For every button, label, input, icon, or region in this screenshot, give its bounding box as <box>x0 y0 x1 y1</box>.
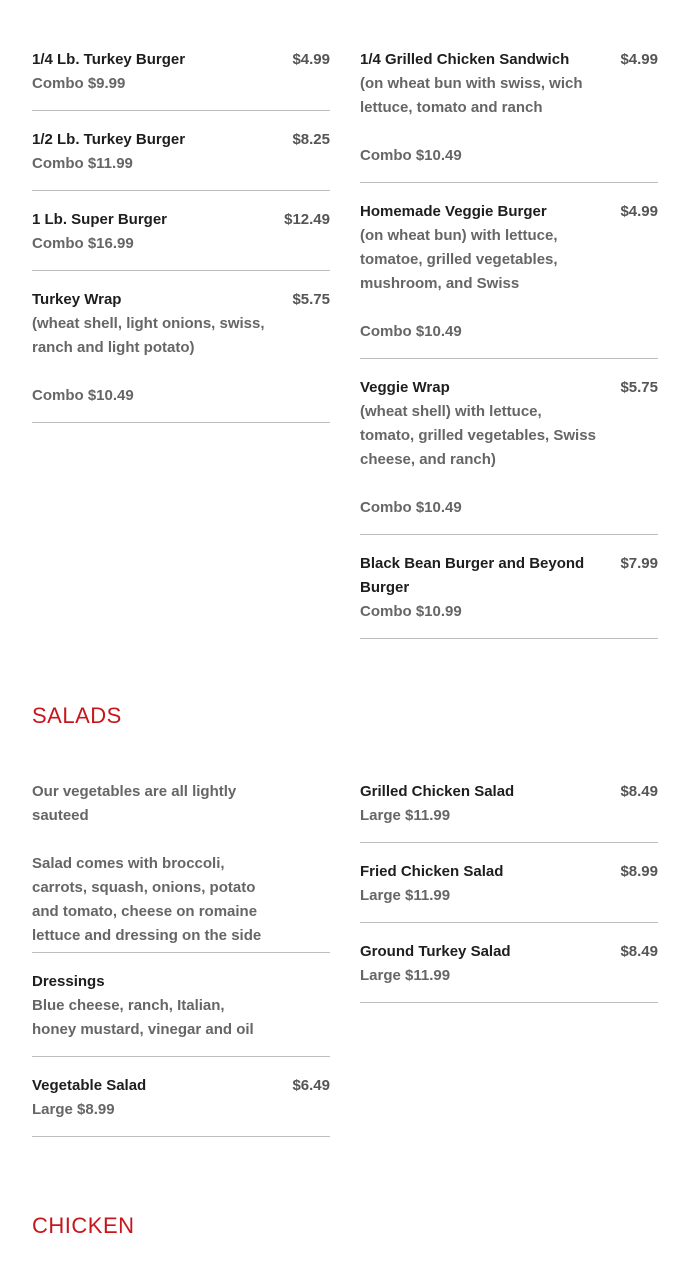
menu-item <box>32 288 330 423</box>
item-price: $12.49 <box>284 211 330 228</box>
menu-item <box>32 1074 330 1137</box>
salad-note-line: and tomato, cheese on romaine <box>32 903 258 920</box>
item-price: $8.25 <box>292 131 330 148</box>
item-large: Large $11.99 <box>360 887 451 904</box>
item-combo: Combo $10.49 <box>360 323 462 340</box>
item-name: 1/4 Grilled Chicken Sandwich <box>360 51 570 68</box>
salad-note-line: lettuce and dressing on the side <box>32 927 262 944</box>
item-description-line: cheese, and ranch) <box>360 451 496 468</box>
item-name: Grilled Chicken Salad <box>360 783 515 800</box>
menu-item <box>360 200 658 359</box>
item-description-line: (on wheat bun) with lettuce, <box>360 227 558 244</box>
dressings-item <box>32 970 330 1057</box>
menu-item <box>360 940 658 1003</box>
menu-item <box>360 48 658 183</box>
item-price: $8.99 <box>620 863 658 880</box>
salads-left-column <box>32 780 330 1137</box>
item-name: Turkey Wrap <box>32 291 122 308</box>
burgers-right-column <box>360 48 658 639</box>
item-combo: Combo $10.49 <box>360 499 462 516</box>
menu-item <box>360 860 658 923</box>
item-price: $7.99 <box>620 555 658 572</box>
item-price: $4.99 <box>620 203 658 220</box>
menu-item <box>360 552 658 639</box>
item-price: $6.49 <box>292 1077 330 1094</box>
item-large: Large $8.99 <box>32 1101 115 1118</box>
item-description-line: ranch and light potato) <box>32 339 195 356</box>
dressings-line: Blue cheese, ranch, Italian, <box>32 997 225 1014</box>
item-description-line: (on wheat bun with swiss, wich <box>360 75 583 92</box>
item-name: 1/4 Lb. Turkey Burger <box>32 51 186 68</box>
item-combo: Combo $9.99 <box>32 75 126 92</box>
salad-intro <box>32 780 330 953</box>
item-name: Veggie Wrap <box>360 379 450 396</box>
item-large: Large $11.99 <box>360 807 451 824</box>
item-name: 1 Lb. Super Burger <box>32 211 168 228</box>
menu-item <box>32 208 330 271</box>
salads-right-column <box>360 780 658 1003</box>
item-price: $8.49 <box>620 783 658 800</box>
salad-note-line: Our vegetables are all lightly <box>32 783 237 800</box>
menu-item <box>32 48 330 111</box>
item-name: Vegetable Salad <box>32 1077 147 1094</box>
item-combo: Combo $10.49 <box>360 147 462 164</box>
item-name: Fried Chicken Salad <box>360 863 504 880</box>
item-name: Ground Turkey Salad <box>360 943 511 960</box>
salad-note-line: carrots, squash, onions, potato <box>32 879 256 896</box>
item-description-line: (wheat shell) with lettuce, <box>360 403 542 420</box>
item-large: Large $11.99 <box>360 967 451 984</box>
item-price: $4.99 <box>292 51 330 68</box>
section-title-salads: SALADS <box>32 703 122 728</box>
item-price: $8.49 <box>620 943 658 960</box>
salad-note-line: sauteed <box>32 807 89 824</box>
salad-note-line: Salad comes with broccoli, <box>32 855 225 872</box>
dressings-title: Dressings <box>32 973 105 990</box>
item-price: $4.99 <box>620 51 658 68</box>
item-price: $5.75 <box>292 291 330 308</box>
cutoff-section-heading <box>32 0 39 10</box>
menu-item <box>32 128 330 191</box>
menu-item <box>360 780 658 843</box>
burgers-left-column <box>32 48 330 423</box>
item-combo: Combo $11.99 <box>32 155 133 172</box>
item-name: Homemade Veggie Burger <box>360 203 547 220</box>
item-description-line: lettuce, tomato and ranch <box>360 99 543 116</box>
item-name: Black Bean Burger and Beyond Burger <box>360 555 585 596</box>
item-combo: Combo $16.99 <box>32 235 134 252</box>
item-combo: Combo $10.99 <box>360 603 462 620</box>
item-description-line: mushroom, and Swiss <box>360 275 520 292</box>
item-description-line: tomatoe, grilled vegetables, <box>360 251 558 268</box>
item-price: $5.75 <box>620 379 658 396</box>
menu-item <box>360 376 658 535</box>
item-description-line: (wheat shell, light onions, swiss, <box>32 315 265 332</box>
item-combo: Combo $10.49 <box>32 387 134 404</box>
dressings-line: honey mustard, vinegar and oil <box>32 1021 254 1038</box>
item-name: 1/2 Lb. Turkey Burger <box>32 131 186 148</box>
item-description-line: tomato, grilled vegetables, Swiss <box>360 427 596 444</box>
section-title-chicken: CHICKEN <box>32 1213 135 1238</box>
